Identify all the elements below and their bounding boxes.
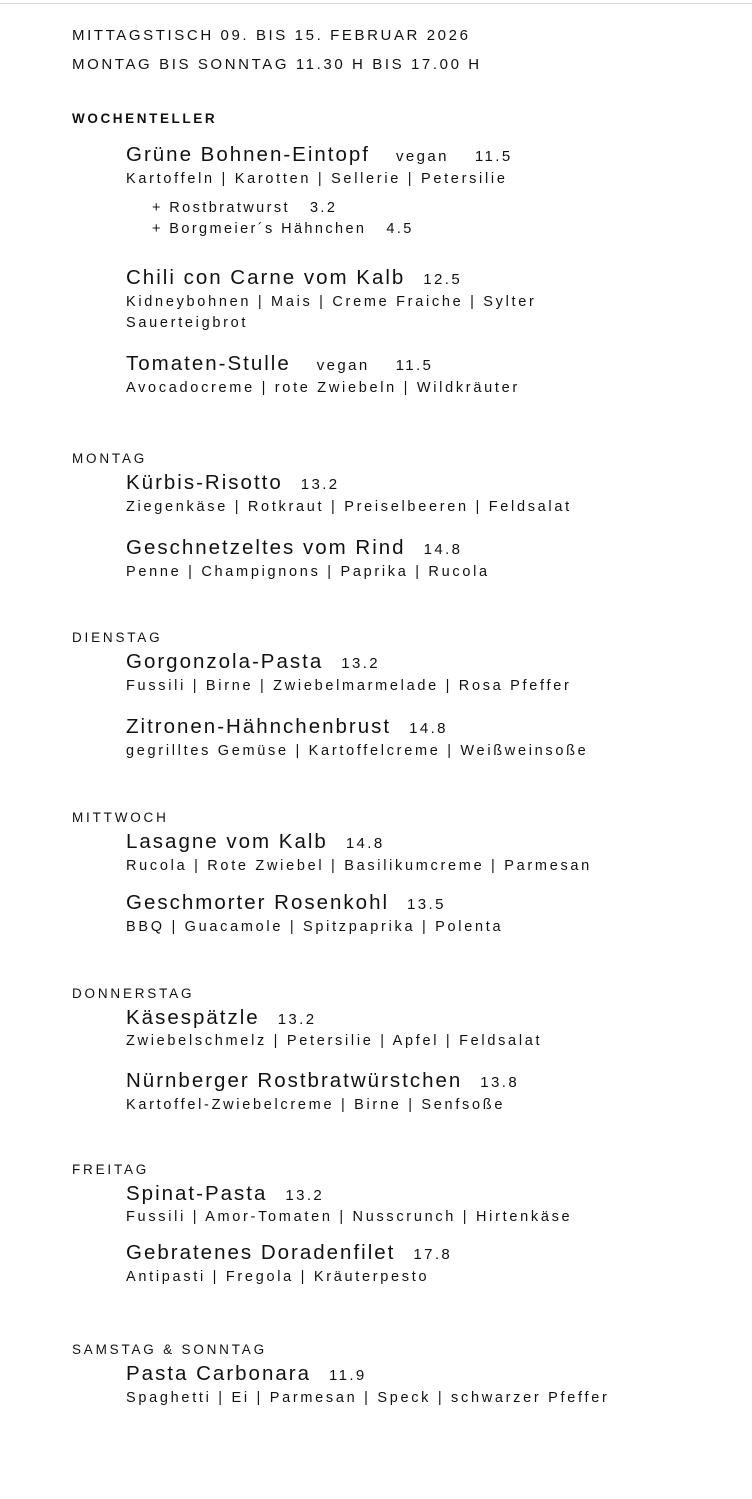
dish-title bbox=[126, 536, 462, 560]
dish-title bbox=[126, 1182, 324, 1206]
dish-name: Lasagne vom Kalb bbox=[126, 830, 328, 853]
dish-description: Sauerteigbrot bbox=[126, 315, 249, 331]
dish-name: Geschnetzeltes vom Rind bbox=[126, 536, 406, 559]
dish-price: 14.8 bbox=[423, 541, 463, 558]
dish-description: Rucola | Rote Zwiebel | Basilikumcreme | Parmesan bbox=[126, 858, 592, 874]
dish-title bbox=[126, 143, 513, 167]
dish-name: Nürnberger Rostbratwürstchen bbox=[126, 1069, 463, 1092]
dish-description: Spaghetti | Ei | Parmesan | Speck | schwarzer Pfeffer bbox=[126, 1390, 610, 1406]
section-title-montag: MONTAG bbox=[72, 451, 148, 466]
dish-title bbox=[126, 715, 448, 739]
dish-title bbox=[126, 471, 340, 495]
dish-price: 14.8 bbox=[345, 835, 385, 852]
dish-description: Fussili | Birne | Zwiebelmarmelade | Rosa Pfeffer bbox=[126, 678, 572, 694]
dish-name: Chili con Carne vom Kalb bbox=[126, 266, 406, 289]
dish-description: Avocadocreme | rote Zwiebeln | Wildkräuter bbox=[126, 380, 520, 396]
dish-name: Gebratenes Doradenfilet bbox=[126, 1241, 396, 1264]
dish-price: 13.2 bbox=[285, 1187, 325, 1204]
dish-price: 13.2 bbox=[341, 655, 381, 672]
dish-description: Penne | Champignons | Paprika | Rucola bbox=[126, 564, 490, 580]
top-divider bbox=[0, 3, 752, 4]
dish-title bbox=[126, 891, 446, 915]
dish-name: Käsespätzle bbox=[126, 1006, 260, 1029]
dish-description: Fussili | Amor-Tomaten | Nusscrunch | Hirtenkäse bbox=[126, 1209, 573, 1225]
section-title-freitag: FREITAG bbox=[72, 1162, 150, 1177]
dish-price: 11.5 bbox=[474, 148, 513, 165]
dish-description: Zwiebelschmelz | Petersilie | Apfel | Feldsalat bbox=[126, 1033, 543, 1049]
dish-title bbox=[126, 650, 380, 674]
dish-name: Zitronen-Hähnchenbrust bbox=[126, 715, 392, 738]
dish-price: 12.5 bbox=[423, 271, 463, 288]
dish-description: Kidneybohnen | Mais | Creme Fraiche | Sylter bbox=[126, 294, 537, 310]
dish-title bbox=[126, 1006, 316, 1030]
dish-name: Kürbis-Risotto bbox=[126, 471, 283, 494]
section-title-wochenende: SAMSTAG & SONNTAG bbox=[72, 1342, 267, 1357]
dish-name: Spinat-Pasta bbox=[126, 1182, 268, 1205]
menu-opening-hours: MONTAG BIS SONNTAG 11.30 H BIS 17.00 H bbox=[72, 56, 482, 73]
vegan-tag: vegan bbox=[316, 357, 370, 374]
dish-title bbox=[126, 1362, 367, 1386]
dish-price: 13.2 bbox=[277, 1011, 317, 1028]
dish-description: Kartoffel-Zwiebelcreme | Birne | Senfsoße bbox=[126, 1097, 506, 1113]
menu-period-title: MITTAGSTISCH 09. BIS 15. FEBRUAR 2026 bbox=[72, 27, 471, 44]
section-title-mittwoch: MITTWOCH bbox=[72, 810, 169, 825]
dish-description: BBQ | Guacamole | Spitzpaprika | Polenta bbox=[126, 919, 504, 935]
dish-price: 17.8 bbox=[413, 1246, 453, 1263]
dish-name: Pasta Carbonara bbox=[126, 1362, 311, 1385]
extra-label: + Borgmeier´s Hähnchen bbox=[152, 221, 367, 237]
dish-price: 13.5 bbox=[407, 896, 446, 913]
dish-description: gegrilltes Gemüse | Kartoffelcreme | Weißweinsoße bbox=[126, 743, 589, 759]
dish-price: 13.2 bbox=[300, 476, 340, 493]
dish-title bbox=[126, 352, 433, 376]
dish-name: Gorgonzola-Pasta bbox=[126, 650, 324, 673]
dish-extra bbox=[152, 200, 337, 216]
dish-price: 13.8 bbox=[480, 1074, 520, 1091]
dish-name: Grüne Bohnen-Eintopf bbox=[126, 143, 370, 166]
extra-price: 4.5 bbox=[386, 221, 414, 237]
dish-price: 11.9 bbox=[328, 1367, 367, 1384]
dish-description: Kartoffeln | Karotten | Sellerie | Petersilie bbox=[126, 171, 508, 187]
dish-title bbox=[126, 266, 462, 290]
vegan-tag: vegan bbox=[396, 148, 449, 165]
dish-name: Geschmorter Rosenkohl bbox=[126, 891, 390, 914]
section-title-donnerstag: DONNERSTAG bbox=[72, 986, 195, 1001]
dish-description: Ziegenkäse | Rotkraut | Preiselbeeren | Feldsalat bbox=[126, 499, 572, 515]
dish-extra bbox=[152, 221, 414, 237]
section-title-wochenteller: WOCHENTELLER bbox=[72, 111, 218, 126]
dish-title bbox=[126, 1069, 519, 1093]
dish-price: 14.8 bbox=[409, 720, 448, 737]
dish-price: 11.5 bbox=[395, 357, 434, 374]
dish-title bbox=[126, 1241, 452, 1265]
extra-label: + Rostbratwurst bbox=[152, 200, 290, 216]
dish-title bbox=[126, 830, 385, 854]
extra-price: 3.2 bbox=[309, 200, 338, 216]
section-title-dienstag: DIENSTAG bbox=[72, 630, 163, 645]
dish-description: Antipasti | Fregola | Kräuterpesto bbox=[126, 1269, 430, 1285]
dish-name: Tomaten-Stulle bbox=[126, 352, 291, 375]
